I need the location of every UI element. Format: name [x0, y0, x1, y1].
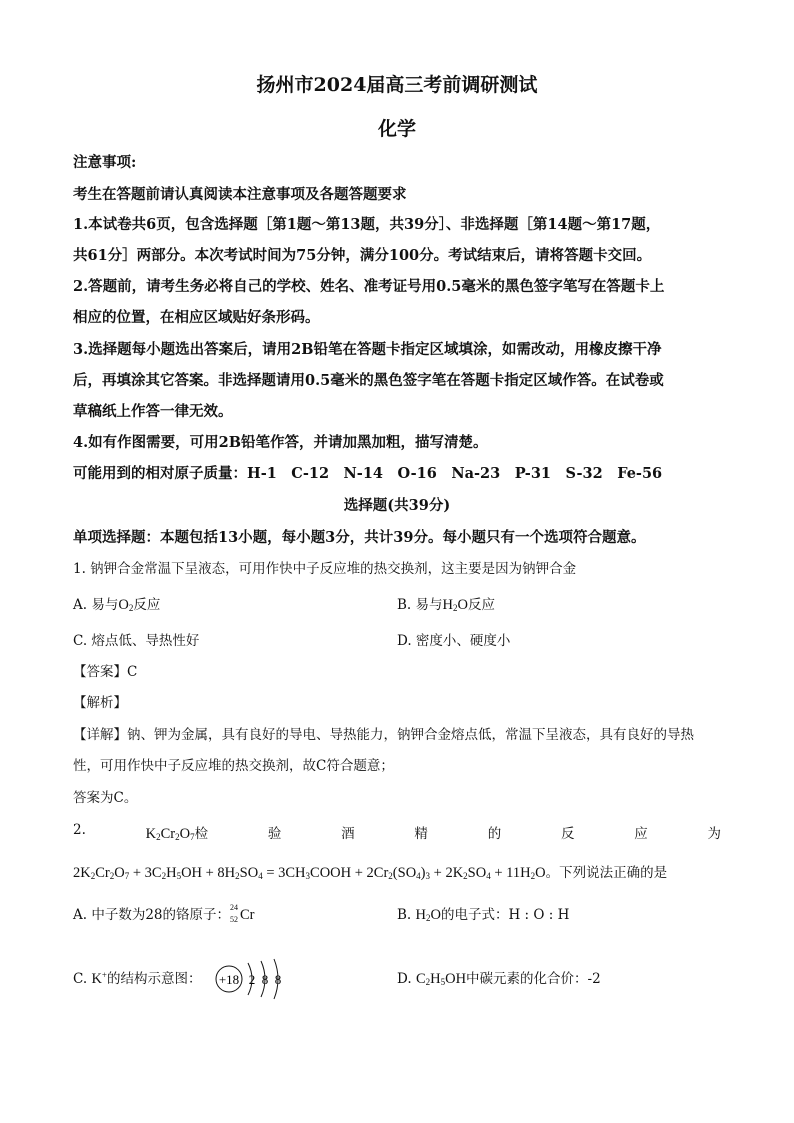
k-ion-structure-diagram — [212, 957, 294, 1003]
q1-option-d: D. 密度小、硬度小 — [397, 633, 511, 649]
notice-item-3-line-3: 草稿纸上作答一律无效。 — [73, 403, 233, 420]
q1-detail-line-1 — [73, 723, 694, 743]
q2-word-2: 酒 — [341, 826, 355, 842]
notice-item-1-line-2: 共61分］两部分。本次考试时间为75分钟，满分100分。考试结束后，请将答题卡交回。 — [73, 247, 652, 264]
exam-title: 扬州市2024届高三考前调研测试 — [256, 74, 538, 96]
q2-equation-line — [73, 861, 667, 882]
q2-word-6: 应 — [634, 826, 648, 842]
ethanol-formula: $C_2H_5OH$ — [415, 971, 467, 987]
q2-word-7: 为 — [707, 826, 721, 842]
notice-item-2-line-1: 2.答题前，请考生务必将自己的学校、姓名、准考证号用0.5毫米的黑色签字笔写在答题卡上 — [73, 278, 665, 295]
shell-count-3: 8 — [274, 972, 282, 987]
notice-item-1-line-1: 1.本试卷共6页，包含选择题［第1题～第13题，共39分］、非选择题［第14题～第17题， — [73, 216, 661, 233]
q2-stem-line-1 — [73, 822, 721, 843]
q1-option-b-prefix: B. 易与 — [397, 597, 443, 613]
h2o-formula: $H_2O$ — [442, 597, 468, 613]
q2-option-c-prefix: C. — [73, 971, 88, 987]
q1-option-b-suffix: 反应 — [467, 597, 495, 613]
q2-option-b-prefix: B. — [397, 907, 412, 923]
q2-number: 2. — [73, 822, 86, 838]
notice-item-2-line-2: 相应的位置，在相应区域贴好条形码。 — [73, 309, 320, 326]
q1-stem: 1. 钠钾合金常温下呈液态，可用作快中子反应堆的热交换剂，这主要是因为钠钾合金 — [73, 561, 577, 577]
q2-option-b — [397, 903, 569, 924]
q2-word-4: 的 — [487, 826, 502, 842]
q1-option-b — [397, 593, 495, 614]
reaction-equation: $2K_2Cr_2O_7 + 3C_2H_5OH + 8H_2SO_4$ = $3CH_3COOH + 2Cr_2(SO_4)_3 + 2K_2SO_4 + 11H_2O$ — [73, 865, 546, 881]
h2o-formula-b: $H_2O$ — [415, 907, 441, 923]
q2-option-d-mid: 中碳元素的化合价：-2 — [466, 971, 601, 987]
notice-heading: 注意事项: — [73, 154, 137, 171]
q2-option-b-mid: 的电子式：H : O : H — [440, 907, 570, 923]
answer-tag: 【答案】 — [73, 664, 127, 680]
q2-option-a — [73, 903, 255, 924]
q1-detail-line-2: 性，可用作快中子反应堆的热交换剂，故C符合题意； — [73, 758, 394, 774]
q1-conclusion: 答案为C。 — [73, 790, 138, 806]
nucleus-charge: +18 — [218, 972, 240, 987]
q2-reagent — [146, 822, 208, 843]
answer-value: C — [127, 664, 138, 680]
q2-word-0: 检 — [194, 826, 209, 842]
cr-isotope-notation: 24 52 Cr — [230, 903, 255, 924]
atomic-masses: 可能用到的相对原子质量：H-1 C-12 N-14 O-16 Na-23 P-31 S-32 Fe-56 — [73, 465, 663, 482]
q2-option-a-prefix: A. 中子数为28的铬原子： — [73, 907, 231, 923]
section-instruction: 单项选择题：本题包括13小题，每小题3分，共计39分。每小题只有一个选项符合题意。 — [73, 529, 646, 546]
notice-item-3-line-1: 3.选择题每小题选出答案后，请用2B铅笔在答题卡指定区域填涂，如需改动，用橡皮擦干净 — [73, 341, 662, 358]
q1-option-a-prefix: A. 易与 — [73, 597, 119, 613]
k2cr2o7-formula: $K_2Cr_2O_7$ — [145, 826, 195, 842]
q2-option-c — [73, 967, 202, 988]
k-ion-formula: K+ — [91, 970, 107, 987]
q2-option-d-prefix: D. — [397, 971, 412, 987]
q2-word-5: 反 — [560, 826, 575, 842]
q1-option-a — [73, 593, 160, 614]
q2-option-d — [397, 967, 601, 988]
section-title: 选择题(共39分) — [343, 497, 451, 514]
notice-item-4: 4.如有作图需要，可用2B铅笔作答，并请加黑加粗，描写清楚。 — [73, 434, 488, 451]
q2-word-3: 精 — [414, 826, 428, 842]
q1-option-c: C. 熔点低、导热性好 — [73, 633, 200, 649]
shell-count-1: 2 — [248, 972, 256, 987]
o2-formula: $O_2$ — [118, 597, 134, 613]
notice-intro: 考生在答题前请认真阅读本注意事项及各题答题要求 — [73, 186, 407, 203]
shell-count-2: 8 — [261, 972, 269, 987]
detail-tag: 【详解】 — [73, 727, 127, 743]
q1-analysis-tag: 【解析】 — [73, 695, 127, 711]
q1-option-a-suffix: 反应 — [133, 597, 161, 613]
subject-title: 化学 — [377, 118, 416, 140]
detail-text: 钠、钾为金属，具有良好的导电、导热能力，钠钾合金熔点低，常温下呈液态，具有良好的导热 — [127, 727, 694, 743]
q2-word-1: 验 — [267, 826, 282, 842]
q2-option-c-mid: 的结构示意图： — [107, 971, 202, 987]
q2-equation-tail: 。下列说法正确的是 — [545, 865, 668, 881]
q1-answer — [73, 660, 137, 680]
notice-item-3-line-2: 后，再填涂其它答案。非选择题请用0.5毫米的黑色签字笔在答题卡指定区域作答。在试卷或 — [73, 372, 664, 389]
